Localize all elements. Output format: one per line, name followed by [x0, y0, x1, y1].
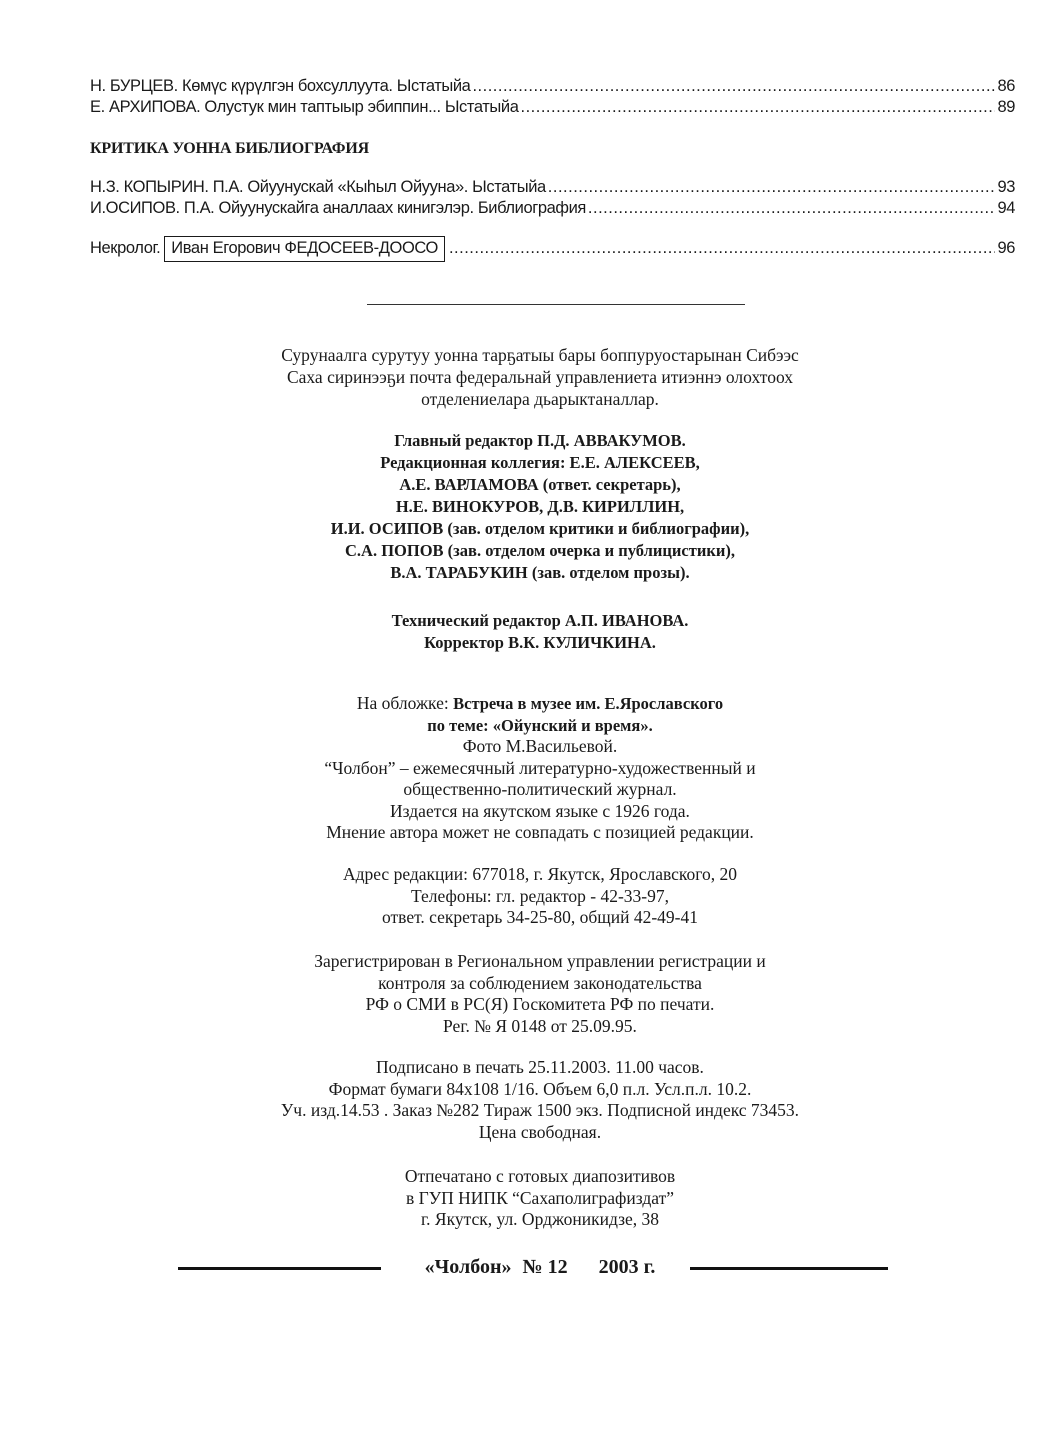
text-line: Сурунаалга сурутуу уонна тарҕатыы бары боппуруостарынан Сибээс: [281, 345, 799, 365]
toc-entry-title: Н.З. КОПЫРИН. П.А. Ойуунускай «Кыһыл Ойууна». Ыстатыйа: [90, 178, 546, 196]
cover-caption: Встреча в музее им. Е.Ярославского: [453, 694, 724, 713]
toc-entry-page: 94: [997, 199, 1015, 217]
toc-entry: [90, 97, 1015, 117]
text-line: Рег. № Я 0148 от 25.09.95.: [443, 1015, 637, 1036]
text-line: Цена свободная.: [478, 1121, 602, 1142]
cover-caption: по теме: «Ойунский и время».: [427, 715, 653, 735]
text-line: С.А. ПОПОВ (зав. отделом очерка и публицистики),: [345, 541, 735, 560]
editorial-board: [180, 430, 900, 584]
text-line: Издается на якутском языке с 1926 года.: [390, 800, 690, 821]
printer-block: [180, 1166, 900, 1231]
text-line: г. Якутск, ул. Орджоникидзе, 38: [420, 1209, 660, 1229]
printing-block: [180, 1057, 900, 1143]
necrology-label: Некролог.: [90, 239, 161, 257]
text-line: в ГУП НИПК “Сахаполиграфиздат”: [406, 1187, 674, 1208]
text-line: Главный редактор П.Д. АВВАКУМОВ.: [394, 431, 686, 450]
text-line: Технический редактор А.П. ИВАНОВА.: [391, 611, 689, 630]
toc-entry: [90, 177, 1015, 197]
text-line: Адрес редакции: 677018, г. Якутск, Ярославского, 20: [342, 864, 738, 884]
dot-leader: [472, 76, 995, 96]
text-line: “Чолбон” – ежемесячный литературно-художественный и: [324, 757, 756, 778]
toc-entry-page: 86: [997, 77, 1015, 95]
necrology-name-box: Иван Егорович ФЕДОСЕЕВ-ДООСО: [164, 236, 445, 262]
registration-block: [180, 951, 900, 1037]
toc-entry: [90, 76, 1015, 96]
toc-entry-title: И.ОСИПОВ. П.А. Ойуунускайга аналлаах кинигэлэр. Библиография: [90, 199, 586, 217]
footer-year: 2003 г.: [598, 1256, 656, 1278]
text-line: Зарегистрирован в Региональном управлении регистрации и: [314, 951, 766, 971]
text-line: контроля за соблюдением законодательства: [378, 972, 702, 993]
text-line: Отпечатано с готовых диапозитивов: [404, 1166, 676, 1186]
text-line: Подписано в печать 25.11.2003. 11.00 часов.: [376, 1057, 704, 1077]
text-line: Н.Е. ВИНОКУРОВ, Д.В. КИРИЛЛИН,: [395, 497, 685, 516]
cover-label: На обложке:: [356, 693, 449, 713]
text-line: Саха сиринээҕи почта федеральнай управлениета итиэннэ олохтоох: [286, 367, 794, 387]
text-line: РФ о СМИ в РС(Я) Госкомитета РФ по печати.: [365, 994, 715, 1014]
text-line: ответ. секретарь 34-25-80, общий 42-49-41: [382, 907, 698, 927]
cover-info: [180, 693, 900, 844]
footer-rule-right: [690, 1267, 888, 1270]
technical-staff: [180, 610, 900, 654]
text-line: Уч. изд.14.53 . Заказ №282 Тираж 1500 экз. Подписной индекс 73453.: [280, 1100, 800, 1120]
dot-leader: [520, 97, 995, 117]
toc-entry-necrology: [90, 236, 1015, 262]
dot-leader: [588, 198, 996, 218]
footer-imprint: [400, 1256, 680, 1279]
text-line: Редакционная коллегия: Е.Е. АЛЕКСЕЕВ,: [380, 453, 700, 472]
text-line: А.Е. ВАРЛАМОВА (ответ. секретарь),: [399, 475, 681, 494]
text-line: Телефоны: гл. редактор - 42-33-97,: [411, 885, 669, 906]
address-block: [180, 864, 900, 929]
dot-leader: [548, 177, 996, 197]
text-line: Фото М.Васильевой.: [462, 736, 618, 756]
distribution-note: [180, 344, 900, 410]
toc-entry-title: Н. БУРЦЕВ. Көмүс күрүлгэн бохсуллуута. Ыстатыйа: [90, 77, 471, 95]
toc-entry-page: 96: [997, 239, 1015, 257]
dot-leader: [449, 238, 995, 258]
section-heading: КРИТИКА УОННА БИБЛИОГРАФИЯ: [90, 140, 369, 157]
footer-journal: «Чолбон»: [424, 1256, 512, 1278]
toc-entry-title: Е. АРХИПОВА. Олустук мин таптыыр эбиппин... Ыстатыйа: [90, 98, 519, 116]
toc-entry-page: 93: [997, 178, 1015, 196]
toc-entry-page: 89: [997, 98, 1015, 116]
footer-rule-left: [178, 1267, 381, 1270]
text-line: [180, 693, 900, 715]
text-line: общественно-политический журнал.: [403, 779, 677, 799]
divider: [367, 304, 745, 305]
text-line: Корректор В.К. КУЛИЧКИНА.: [424, 633, 656, 652]
text-line: Мнение автора может не совпадать с позицией редакции.: [326, 822, 754, 842]
footer-issue: № 12: [522, 1256, 568, 1278]
toc-entry: [90, 198, 1015, 218]
text-line: отделениелара дьарыктаналлар.: [421, 389, 659, 409]
text-line: Формат бумаги 84х108 1/16. Объем 6,0 п.л. Усл.п.л. 10.2.: [328, 1078, 752, 1099]
text-line: В.А. ТАРАБУКИН (зав. отделом прозы).: [390, 563, 690, 582]
text-line: И.И. ОСИПОВ (зав. отделом критики и библиографии),: [330, 519, 750, 538]
